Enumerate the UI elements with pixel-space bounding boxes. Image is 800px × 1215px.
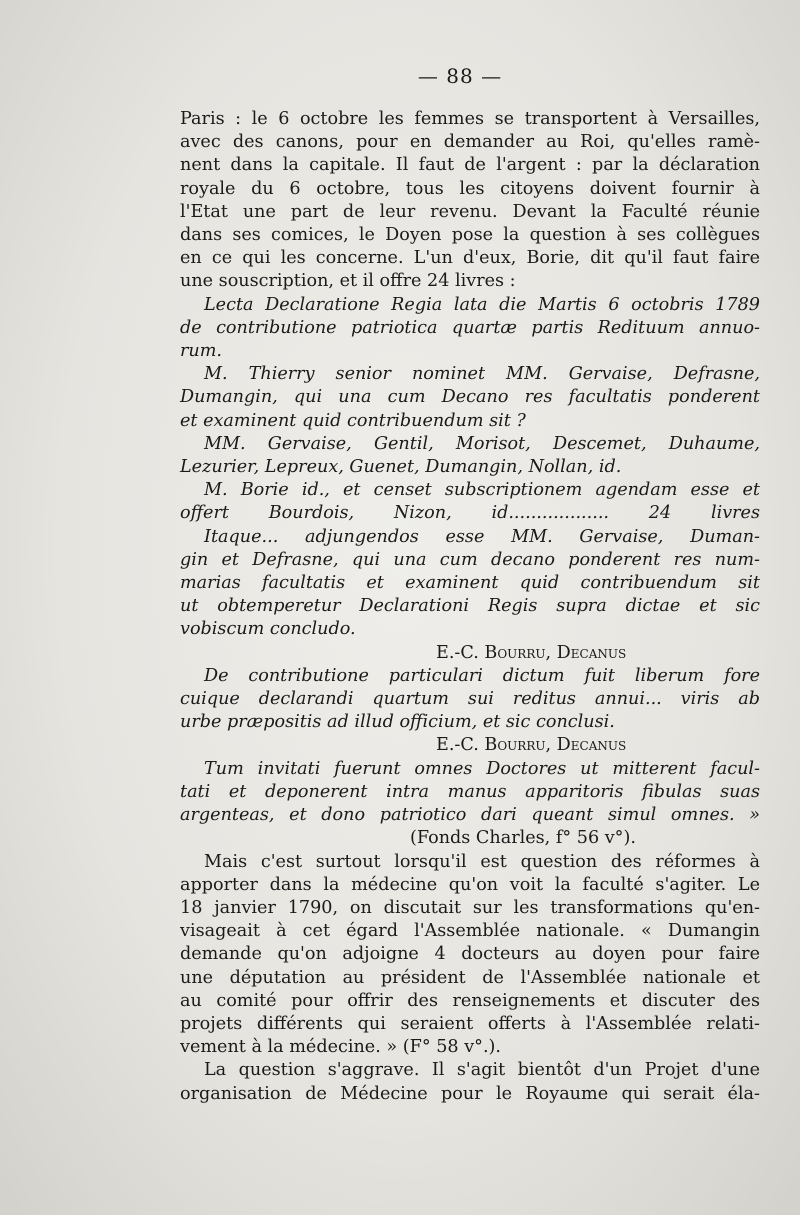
text-line: avec des canons, pour en demander au Roi, qu'elles ramè- xyxy=(180,132,760,153)
text-line: MM. Gervaise, Gentil, Morisot, Descemet, Duhaume, xyxy=(204,433,760,454)
text-line: une députation au président de l'Assemblée nationale et xyxy=(180,967,760,988)
text-line: vement à la médecine. » (F° 58 v°.). xyxy=(180,1037,501,1058)
text-line: organisation de Médecine pour le Royaume qui serait éla- xyxy=(180,1083,760,1104)
text-line: royale du 6 octobre, tous les citoyens doivent fournir à xyxy=(180,178,760,199)
text-line: Lecta Declaratione Regia lata die Martis 6 octobris 1789 xyxy=(204,294,760,315)
text-line: dans ses comices, le Doyen pose la question à ses collègues xyxy=(180,225,760,246)
text-line: E.-C. Bourru, Decanus xyxy=(436,642,627,663)
text-line: nent dans la capitale. Il faut de l'argent : par la déclaration xyxy=(180,155,760,176)
text-line: cuique declarandi quartum sui reditus annui... viris ab xyxy=(180,689,760,710)
text-line: offert Bourdois, Nizon, id.................. 24 livres xyxy=(180,503,760,524)
text-line: gin et Defrasne, qui una cum decano ponderent res num- xyxy=(180,549,760,570)
text-line: marias facultatis et examinent quid contribuendum sit xyxy=(180,573,760,594)
text-line: Tum invitati fuerunt omnes Doctores ut mitterent facul- xyxy=(204,758,760,779)
text-line: M. Borie id., et censet subscriptionem agendam esse et xyxy=(204,480,760,501)
text-line: visageait à cet égard l'Assemblée nationale. « Dumangin xyxy=(180,921,760,942)
text-line: apporter dans la médecine qu'on voit la faculté s'agiter. Le xyxy=(180,874,760,895)
text-line: (Fonds Charles, f° 56 v°). xyxy=(410,828,636,849)
text-line: La question s'aggrave. Il s'agit bientôt d'un Projet d'une xyxy=(204,1060,760,1081)
text-line: Dumangin, qui una cum Decano res facultatis ponderent xyxy=(180,387,760,408)
text-line: ut obtemperetur Declarationi Regis supra dictae et sic xyxy=(180,596,760,617)
text-line: et examinent quid contribuendum sit ? xyxy=(180,410,526,431)
text-line: vobiscum concludo. xyxy=(180,619,356,640)
text-line: Itaque... adjungendos esse MM. Gervaise, Duman- xyxy=(204,526,760,547)
text-line: en ce qui les concerne. L'un d'eux, Borie, dit qu'il faut faire xyxy=(180,248,760,269)
body-text xyxy=(180,108,760,1106)
text-line: E.-C. Bourru, Decanus xyxy=(436,735,627,756)
text-line: argenteas, et dono patriotico dari queant simul omnes. » xyxy=(180,805,760,826)
text-line: demande qu'on adjoigne 4 docteurs au doyen pour faire xyxy=(180,944,760,965)
text-line: au comité pour offrir des renseignements et discuter des xyxy=(180,990,760,1011)
text-line: 18 janvier 1790, on discutait sur les transformations qu'en- xyxy=(180,897,760,918)
text-line: M. Thierry senior nominet MM. Gervaise, Defrasne, xyxy=(204,364,760,385)
text-line: une souscription, et il offre 24 livres : xyxy=(180,271,516,292)
text-line: Mais c'est surtout lorsqu'il est question des réformes à xyxy=(204,851,760,872)
text-line: Lezurier, Lepreux, Guenet, Dumangin, Nollan, id. xyxy=(180,457,622,478)
text-line: Paris : le 6 octobre les femmes se transportent à Versailles, xyxy=(180,109,760,129)
page-number: — 88 — xyxy=(417,64,503,88)
text-line: tati et deponerent intra manus apparitoris fibulas suas xyxy=(180,781,760,802)
text-line: De contributione particulari dictum fuit liberum fore xyxy=(204,665,760,686)
text-line: urbe præpositis ad illud officium, et sic conclusi. xyxy=(180,712,615,733)
text-line: rum. xyxy=(180,341,223,362)
text-line: de contributione patriotica quartæ partis Redituum annuo- xyxy=(180,317,760,338)
text-line: projets différents qui seraient offerts à l'Assemblée relati- xyxy=(180,1013,760,1034)
text-line: l'Etat une part de leur revenu. Devant la Faculté réunie xyxy=(180,201,760,222)
